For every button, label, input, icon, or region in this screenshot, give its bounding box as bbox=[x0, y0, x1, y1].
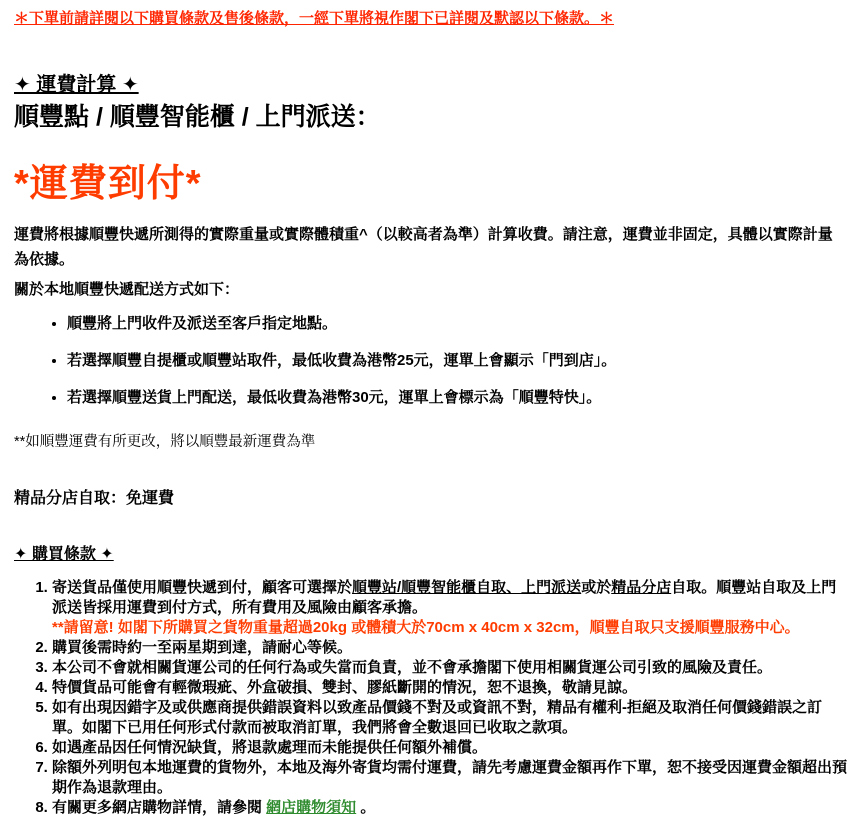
store-pickup-note: 精品分店自取：免運費 bbox=[14, 490, 175, 507]
term-1-text: 或於 bbox=[581, 579, 612, 596]
term-item-8 bbox=[52, 798, 847, 818]
term-item-5: 5. 如有出現因錯字及或供應商提供錯誤資料以致產品價錢不對及或資訊不對，精品有權利-拒絕及取消任何價錢錯誤之訂單。如閣下已用任何形式付款而被取消訂單，我們將會全數退回已收取之款項。 bbox=[52, 698, 847, 738]
term-1-weight-warning: **請留意! 如閣下所購買之貨物重量超過20kg 或體積大於70cm x 40cm x 32cm，順豐自取只支援順豐服務中心。 bbox=[52, 619, 800, 636]
delivery-method-item: • 若選擇順豐送貨上門配送，最低收費為港幣30元，運單上會標示為「順豐特快」。 bbox=[67, 388, 847, 408]
term-1-text: 寄送貨品僅使用順豐快遞到付，顧客可選擇於 bbox=[52, 579, 353, 596]
purchase-terms-heading: ✦ 購買條款 ✦ bbox=[14, 546, 114, 563]
term-item-2: 2. 購買後需時約一至兩星期到達，請耐心等候。 bbox=[52, 638, 847, 658]
term-1-underlined-pickup-options: 順豐站/順豐智能櫃自取、上門派送 bbox=[352, 579, 582, 596]
purchase-terms-list bbox=[14, 578, 847, 818]
shipping-calculation-heading: ✦ 運費計算 ✦ bbox=[14, 74, 139, 96]
term-8-text: 。 bbox=[356, 799, 376, 816]
fee-change-note: **如順豐運費有所更改，將以順豐最新運費為準 bbox=[14, 434, 316, 450]
online-shopping-guide-link[interactable]: 網店購物須知 bbox=[266, 799, 357, 816]
delivery-method-item: • 順豐將上門收件及派送至客戶指定地點。 bbox=[67, 314, 847, 334]
delivery-methods-title: 關於本地順豐快遞配送方式如下： bbox=[14, 281, 240, 298]
delivery-method-item: • 若選擇順豐自提櫃或順豐站取件，最低收費為港幣25元，運單上會顯示「門到店」。 bbox=[67, 351, 847, 371]
delivery-methods-list bbox=[14, 314, 847, 408]
top-notice: ＊下單前請詳閱以下購買條款及售後條款，一經下單將視作閣下已詳閱及默認以下條款。＊ bbox=[14, 10, 615, 27]
term-item-4: 4. 特價貨品可能會有輕微瑕疵、外盒破損、雙封、膠紙斷開的情況，恕不退換，敬請見諒。 bbox=[52, 678, 847, 698]
term-8-text: 有關更多網店購物詳情，請參閱 bbox=[52, 799, 267, 816]
freight-collect-headline: *運費到付* bbox=[14, 163, 202, 205]
shipping-fee-intro: 運費將根據順豐快遞所測得的實際重量或實際體積重^（以較高者為準）計算收費。請注意，運費並非固定，具體以實際計量為依據。 bbox=[14, 226, 833, 268]
term-1-text: 自取。順豐站自取及上門派送皆採用運費到付方式，所有費用及風險由顧客承擔。 bbox=[52, 579, 837, 616]
term-item-6: 6. 如遇產品因任何情況缺貨，將退款處理而未能提供任何額外補償。 bbox=[52, 738, 847, 758]
term-1-underlined-store: 精品分店 bbox=[611, 579, 672, 596]
term-item-3: 3. 本公司不會就相關貨運公司的任何行為或失當而負責，並不會承擔閣下使用相關貨運公司引致的風險及責任。 bbox=[52, 658, 847, 678]
delivery-options-subheading: 順豐點 / 順豐智能櫃 / 上門派送： bbox=[14, 103, 381, 131]
term-item-7: 7. 除額外列明包本地運費的貨物外，本地及海外寄貨均需付運費，請先考慮運費金額再作下單，恕不接受因運費金額超出預期作為退款理由。 bbox=[52, 758, 847, 798]
term-item-1 bbox=[52, 578, 847, 638]
